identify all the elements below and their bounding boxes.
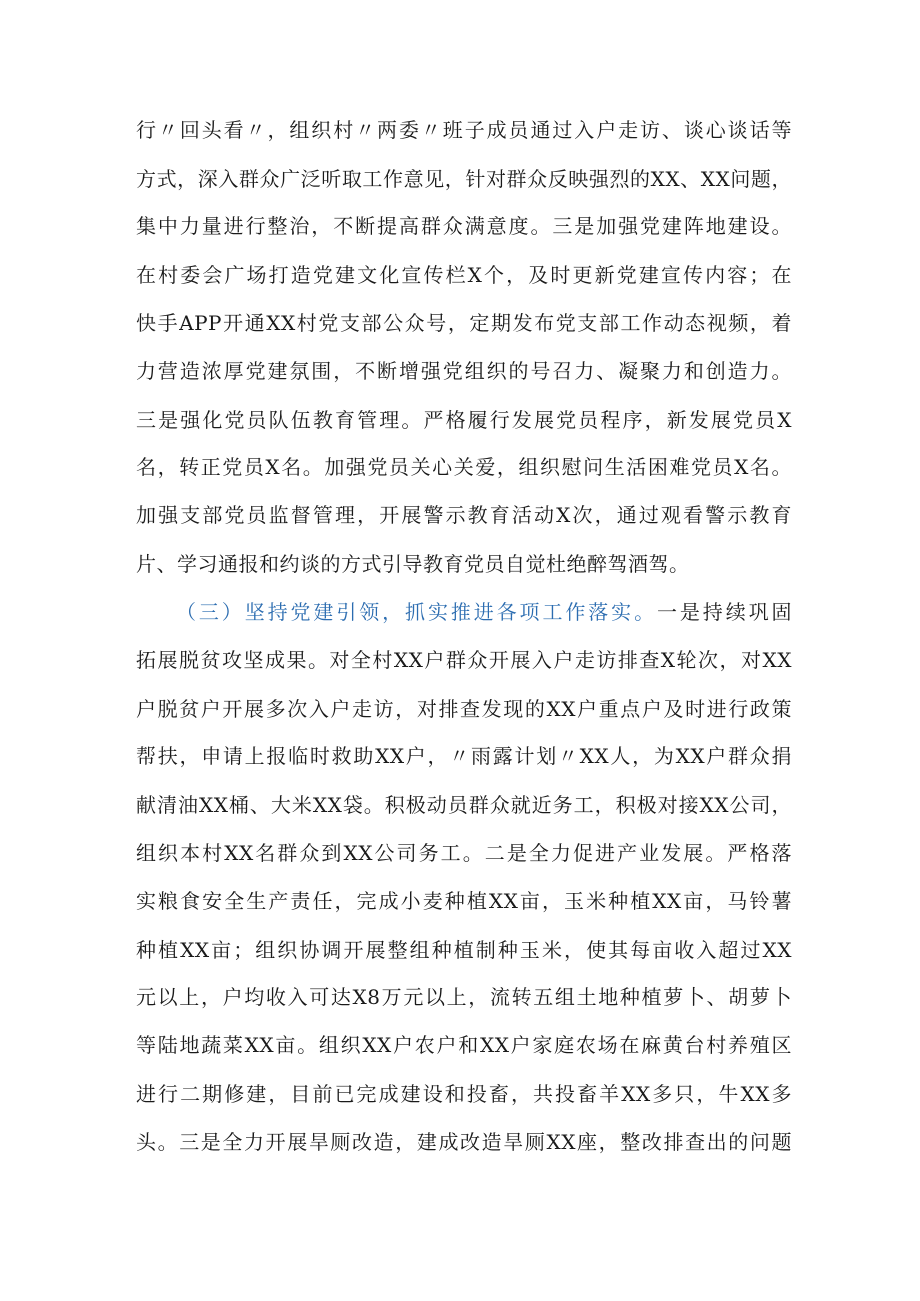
paragraph-line: 三是强化党员队伍教育管理。严格履行发展党员程序，新发展党员X [136, 408, 792, 432]
paragraph-line: 名，转正党员X名。加强党员关心关爱，组织慰问生活困难党员X名。 [136, 455, 792, 479]
paragraph-line: 种植XX亩；组织协调开展整组种植制种玉米，使其每亩收入超过XX [136, 938, 792, 962]
paragraph-line: 元以上，户均收入可达X8万元以上，流转五组土地种植萝卜、胡萝卜 [136, 985, 792, 1009]
section-heading-line [176, 592, 792, 632]
paragraph-line: 片、学习通报和约谈的方式引导教育党员自觉杜绝醉驾酒驾。 [136, 552, 690, 576]
paragraph-line: 集中力量进行整治，不断提高群众满意度。三是加强党建阵地建设。 [136, 214, 792, 238]
paragraph-line: 等陆地蔬菜XX亩。组织XX户农户和XX户家庭农场在麻黄台村养殖区 [136, 1033, 792, 1057]
paragraph-line: 方式，深入群众广泛听取工作意见，针对群众反映强烈的XX、XX问题， [136, 167, 792, 191]
paragraph-line: 快手APP开通XX村党支部公众号，定期发布党支部工作动态视频，着 [136, 311, 792, 335]
paragraph-line: 组织本村XX名群众到XX公司务工。二是全力促进产业发展。严格落 [136, 841, 792, 865]
paragraph-line: 户脱贫户开展多次入户走访，对排查发现的XX户重点户及时进行政策 [136, 697, 792, 721]
section-heading: （三）坚持党建引领，抓实推进各项工作落实。 [176, 600, 657, 624]
paragraph-line: 力营造浓厚党建氛围，不断增强党组织的号召力、凝聚力和创造力。 [136, 359, 792, 383]
paragraph-line: 帮扶，申请上报临时救助XX户，〃雨露计划〃XX人，为XX户群众捐 [136, 744, 792, 768]
paragraph-line: 加强支部党员监督管理，开展警示教育活动X次，通过观看警示教育 [136, 503, 792, 527]
paragraph-line: 进行二期修建，目前已完成建设和投畜，共投畜羊XX多只，牛XX多 [136, 1082, 792, 1106]
paragraph-line: 实粮食安全生产责任，完成小麦种植XX亩，玉米种植XX亩，马铃薯 [136, 889, 792, 913]
paragraph-line: 头。三是全力开展旱厕改造，建成改造旱厕XX座，整改排查出的问题 [136, 1130, 792, 1154]
paragraph-line: 在村委会广场打造党建文化宣传栏X个，及时更新党建宣传内容；在 [136, 263, 792, 287]
section-heading-rest: 一是持续巩固 [656, 600, 793, 624]
paragraph-line: 献清油XX桶、大米XX袋。积极动员群众就近务工，积极对接XX公司， [136, 793, 792, 817]
paragraph-line: 行〃回头看〃，组织村〃两委〃班子成员通过入户走访、谈心谈话等 [136, 118, 792, 142]
paragraph-line: 拓展脱贫攻坚成果。对全村XX户群众开展入户走访排查X轮次，对XX [136, 648, 792, 672]
